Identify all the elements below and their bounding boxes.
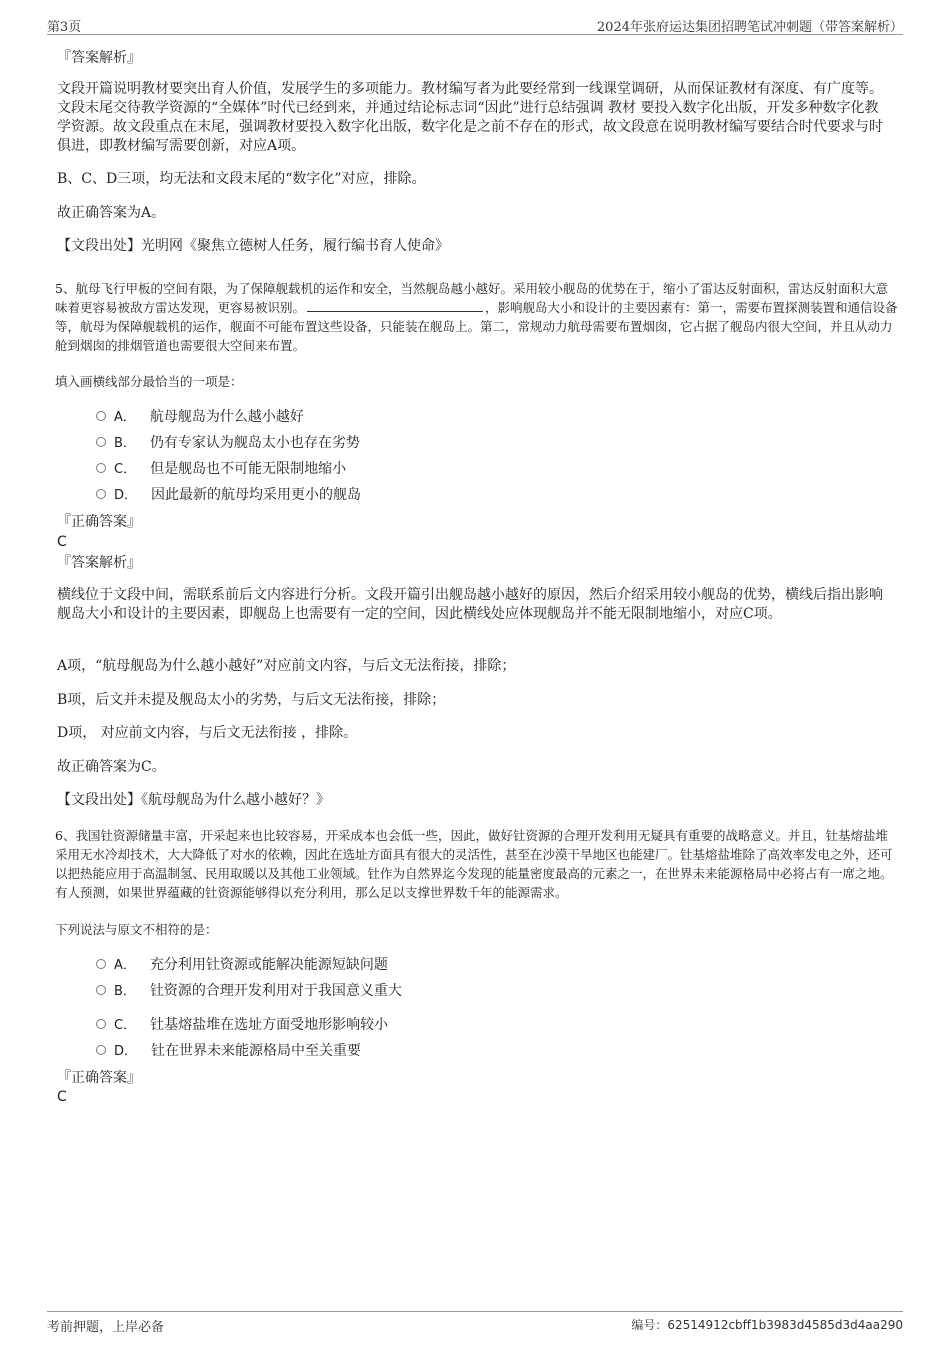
- document-code: [631, 1316, 903, 1333]
- option-letter: B．: [114, 984, 136, 999]
- document-code-value: 62514912cbff1b3983d4585d3d4aa290: [667, 1318, 903, 1332]
- q6-passage: 6、我国钍资源储量丰富，开采起来也比较容易，开采成本也会低一些，因此，做好钍资源的合理开发利用无疑具有重要的战略意义。并且，钍基熔盐堆采用无水冷却技术，大大降低了对水的依赖，因此在选址方面具有很大的灵活性，甚至在沙漠干旱地区也能建厂。钍基熔盐堆除了高效率发电之外，还可以把热能应用于高温制氢、民用取暖以及其他工业领域。钍作为自然界迄今发现的能量密度最高的元素之一，在世界未来能源格局中必将占有一席之地。有人预测，如果世界蕴藏的钍资源能够得以充分利用，那么足以支撑世界数千年的能源需求。: [55, 828, 893, 900]
- q5-note-b: B项，后文并未提及舰岛太小的劣势，与后文无法衔接，排除；: [57, 692, 446, 708]
- page-header: [47, 14, 903, 35]
- option-text: 钍在世界未来能源格局中至关重要: [151, 1043, 362, 1059]
- radio-icon[interactable]: [96, 411, 106, 421]
- q5-option-a[interactable]: [96, 408, 304, 427]
- q5-prompt: 填入画横线部分最恰当的一项是：: [55, 374, 243, 389]
- option-letter: A．: [114, 958, 136, 973]
- radio-icon[interactable]: [96, 985, 106, 995]
- q5-option-c[interactable]: [96, 460, 346, 479]
- q6-correct-label: 『正确答案』: [57, 1070, 141, 1086]
- q5-analysis-label: 『答案解析』: [57, 555, 141, 571]
- q5-option-b[interactable]: [96, 434, 360, 453]
- option-text: 充分利用钍资源或能解决能源短缺问题: [149, 957, 388, 973]
- q4-source: 【文段出处】光明网《聚焦立德树人任务，履行编书育人使命》: [57, 238, 449, 254]
- q6-option-c[interactable]: [96, 1016, 388, 1035]
- option-letter: C．: [114, 462, 137, 477]
- option-letter: C．: [114, 1018, 137, 1033]
- option-text: 航母舰岛为什么越小越好: [149, 409, 304, 425]
- q6-option-a[interactable]: [96, 956, 388, 975]
- option-letter: A．: [114, 410, 136, 425]
- radio-icon[interactable]: [96, 437, 106, 447]
- radio-icon[interactable]: [96, 1019, 106, 1029]
- q4-answer: 故正确答案为A。: [57, 205, 166, 221]
- q5-correct-label: 『正确答案』: [57, 514, 141, 530]
- document-code-label: 编号：: [631, 1318, 668, 1332]
- document-title: 2024年张府运达集团招聘笔试冲刺题（带答案解析）: [596, 20, 903, 35]
- q5-blank-line: [307, 299, 483, 312]
- radio-icon[interactable]: [96, 463, 106, 473]
- q5-note-a: A项，“航母舰岛为什么越小越好”对应前文内容，与后文无法衔接，排除；: [57, 658, 516, 674]
- radio-icon[interactable]: [96, 489, 106, 499]
- page-footer: [47, 1311, 903, 1334]
- q5-answer: 故正确答案为C。: [57, 759, 166, 775]
- page-number: 第3页: [47, 20, 82, 35]
- radio-icon[interactable]: [96, 1045, 106, 1055]
- q4-analysis-text: 文段开篇说明教材要突出育人价值，发展学生的多项能力。教材编写者为此要经常到一线课堂调研，从而保证教材有深度、有广度等。文段末尾交待教学资源的“全媒体”时代已经到来，并通过结论标志词“因此”进行总结强调 教材 要投入数字化出版，开发多种数字化教学资源。故文段重点在末尾，强调教材要投入数字化出版，数字化是之前不存在的形式，故文段意在说明教材编写要结合时代要求与时俱进，即教材编写需要创新，对应A项。: [57, 81, 883, 154]
- footer-slogan: 考前押题，上岸必备: [47, 1320, 165, 1335]
- q4-analysis-label: 『答案解析』: [57, 50, 141, 66]
- option-text: 仍有专家认为舰岛太小也存在劣势: [149, 435, 360, 451]
- radio-icon[interactable]: [96, 959, 106, 969]
- option-letter: D．: [114, 488, 138, 503]
- q5-option-d[interactable]: [96, 486, 361, 505]
- q6-prompt: 下列说法与原文不相符的是：: [55, 922, 218, 937]
- q5-source: 【文段出处】《航母舰岛为什么越小越好？》: [57, 792, 330, 808]
- q5-correct-value: C: [57, 534, 67, 550]
- option-text: 因此最新的航母均采用更小的舰岛: [151, 487, 362, 503]
- q5-passage-part1: 5、航母飞行甲板的空间有限，为了保障舰载机的运作和安全，当然舰岛越小越好。采用较小舰岛的优势在于，缩小了雷达反射面积，雷达反射面积大意味着更容易被敌方雷达发现，更容易被识别。: [55, 281, 888, 315]
- option-text: 钍基熔盐堆在选址方面受地形影响较小: [150, 1017, 389, 1033]
- q5-passage-part2: ，影响舰岛大小和设计的主要因素有：第一，需要布置探测装置和通信设备等，航母为保障舰载机的运作，舰面不可能布置这些设备，只能装在舰岛上。第二，常规动力航母需要布置烟囱，它占据了舰岛内很大空间，并且从动力舱到烟囱的排烟管道也需要很大空间来布置。: [55, 300, 898, 353]
- q5-note-d: D项， 对应前文内容，与后文无法衔接 ，排除。: [57, 725, 358, 741]
- option-text: 钍资源的合理开发利用对于我国意义重大: [149, 983, 402, 999]
- option-letter: D．: [114, 1044, 138, 1059]
- q5-passage: [55, 279, 898, 355]
- q4-elimination-note: B、C、D三项，均无法和文段末尾的“数字化”对应，排除。: [57, 171, 426, 187]
- option-text: 但是舰岛也不可能无限制地缩小: [150, 461, 347, 477]
- q6-option-d[interactable]: [96, 1042, 361, 1061]
- q6-correct-value: C: [57, 1089, 67, 1105]
- q5-analysis-text: 横线位于文段中间，需联系前后文内容进行分析。文段开篇引出舰岛越小越好的原因，然后介绍采用较小舰岛的优势，横线后指出影响舰岛大小和设计的主要因素，即舰岛上也需要有一定的空间，因此横线处应体现舰岛并不能无限制地缩小，对应C项。: [57, 587, 883, 622]
- q6-option-b[interactable]: [96, 982, 402, 1001]
- option-letter: B．: [114, 436, 136, 451]
